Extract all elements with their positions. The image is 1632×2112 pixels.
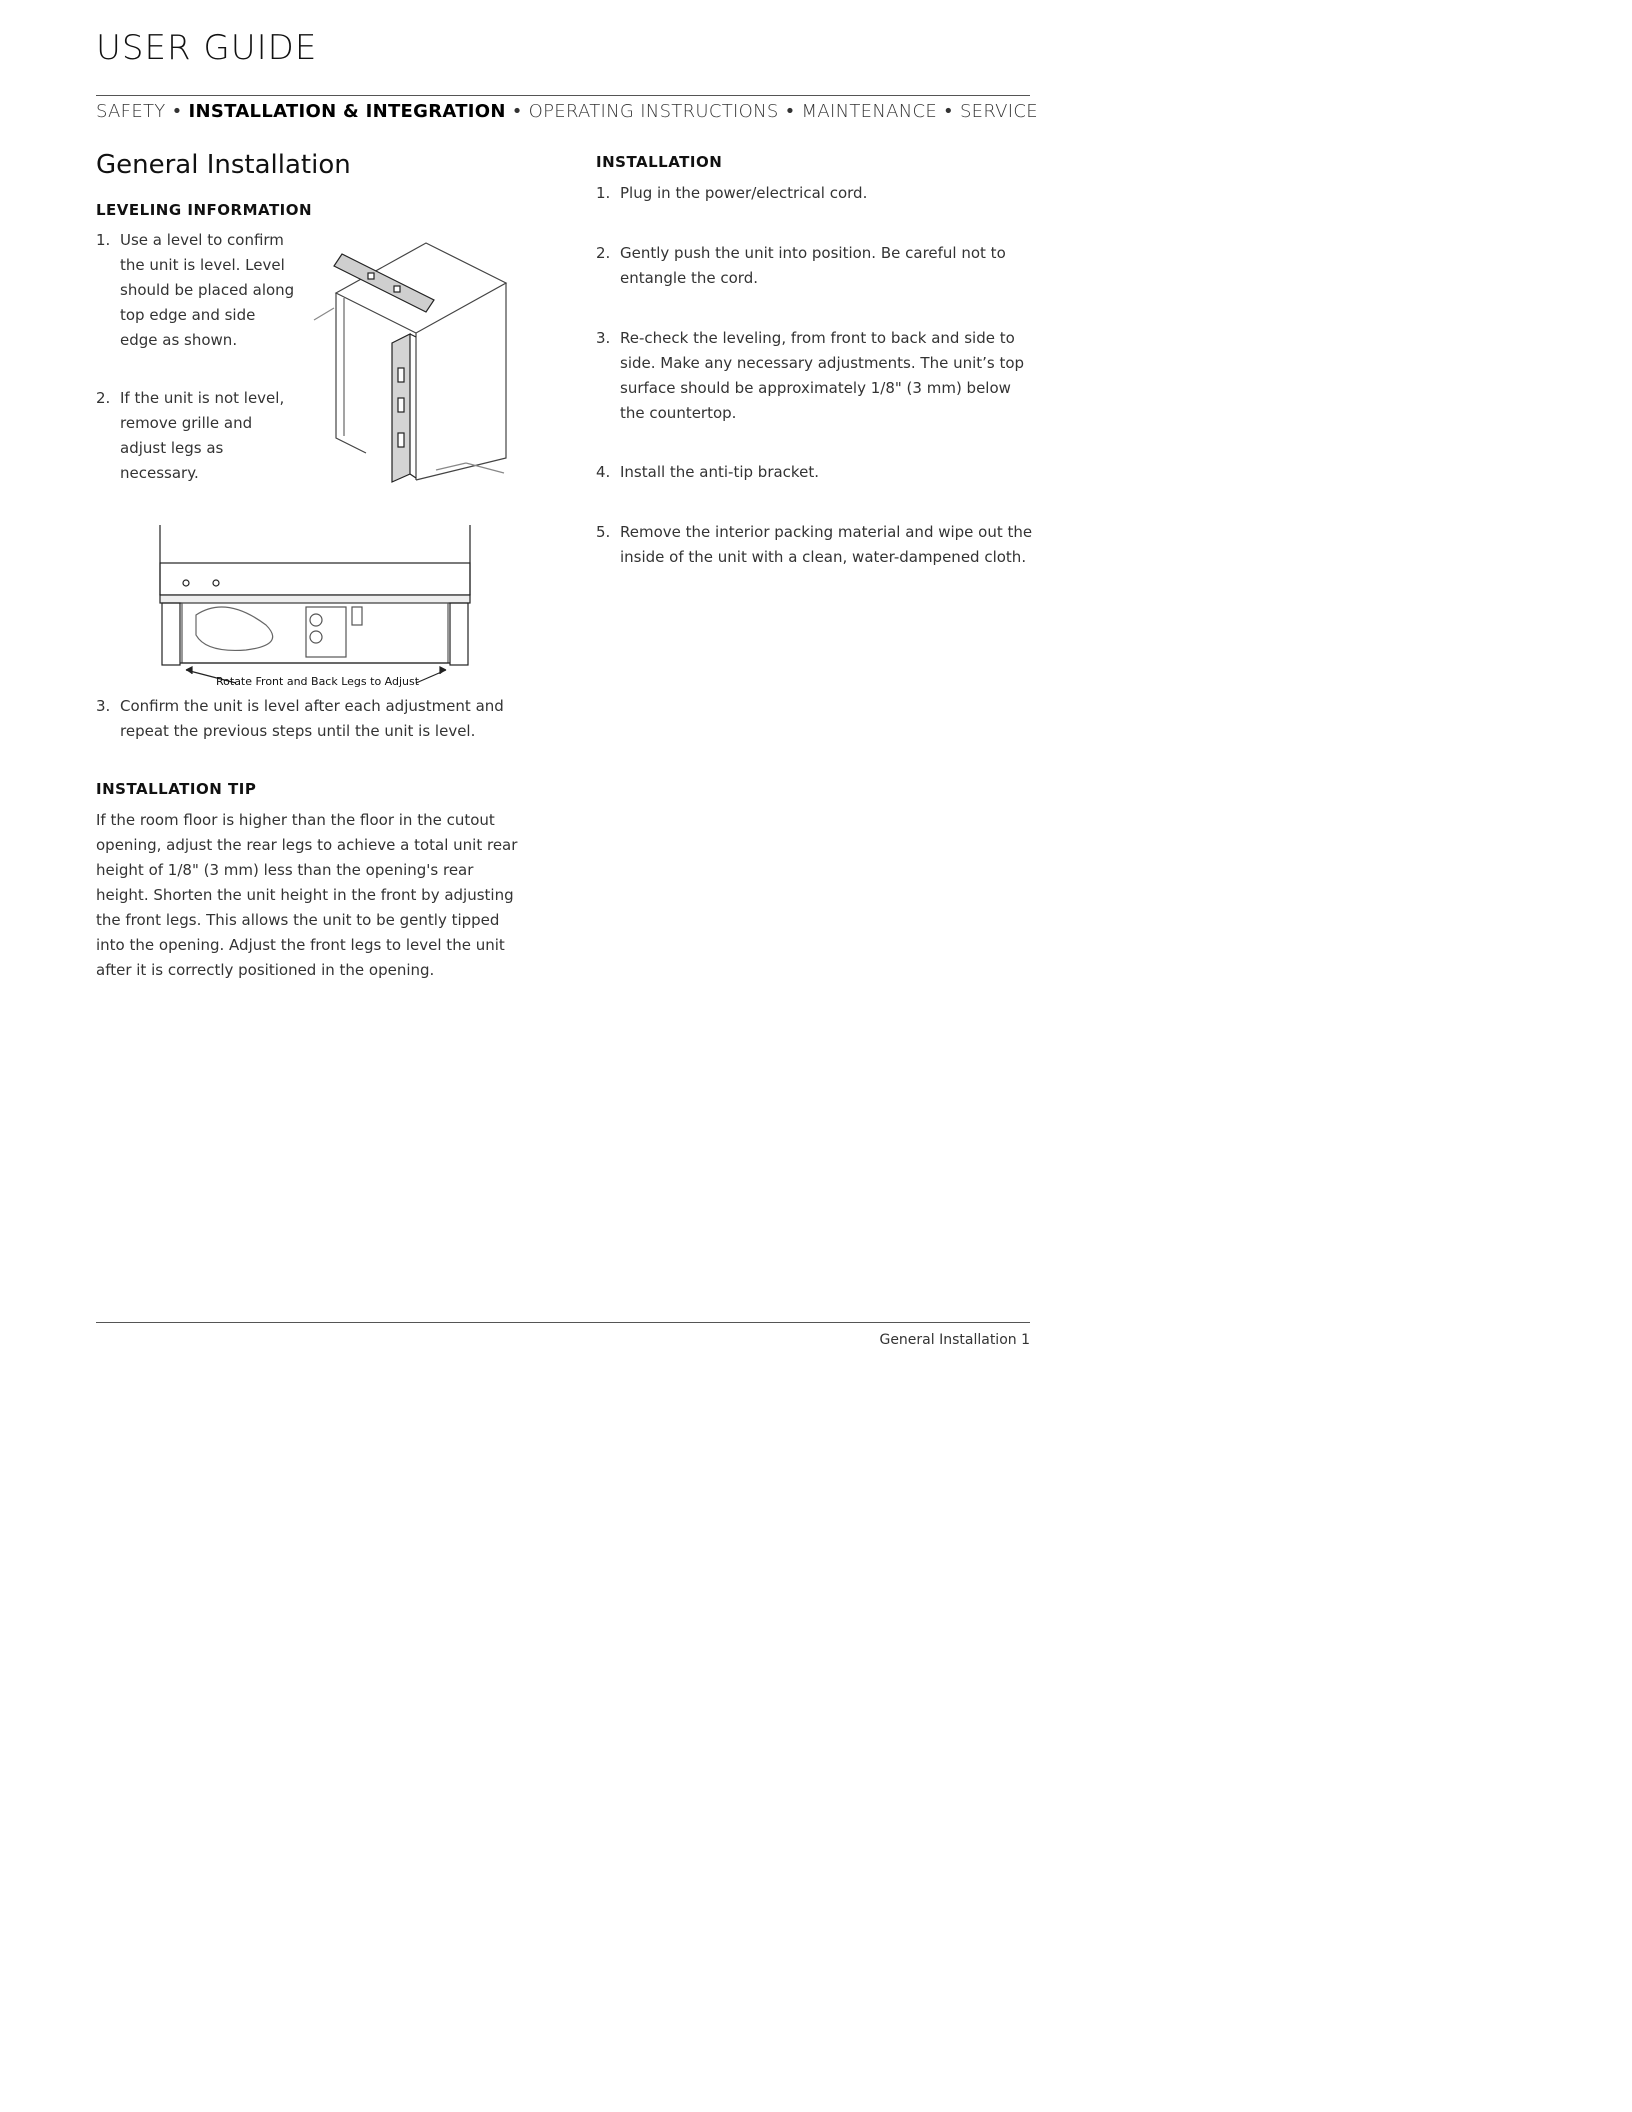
step-text: Plug in the power/electrical cord. [620, 184, 868, 202]
nav-item-installation-integration[interactable]: INSTALLATION & INTEGRATION [188, 101, 506, 122]
step-text: Re-check the leveling, from front to back and side to side. Make any necessary adjustments. The unit’s top surface should be approximately 1/8" (3 mm) below the countertop. [620, 329, 1025, 422]
installation-heading: INSTALLATION [596, 153, 723, 171]
leveling-diagram [306, 238, 516, 488]
leg-adjust-diagram [156, 525, 476, 685]
leveling-step-2 [96, 386, 296, 486]
step-text: Remove the interior packing material and wipe out the inside of the unit with a clean, water-dampened cloth. [620, 523, 1033, 566]
nav-separator: • [943, 101, 954, 122]
step-number: 2. [596, 244, 611, 262]
section-nav [96, 101, 1038, 122]
step-text: Gently push the unit into position. Be careful not to entangle the cord. [620, 244, 1006, 287]
nav-item-maintenance[interactable]: MAINTENANCE [801, 101, 938, 122]
nav-separator: • [511, 101, 523, 122]
nav-separator: • [784, 101, 796, 122]
installation-tip-text: If the room floor is higher than the floor in the cutout opening, adjust the rear legs to achieve a total unit rear height of 1/8" (3 mm) less than the opening's rear height. Shorten the unit height in the front by adjusting the front legs. This allows the unit to be gently tipped into the opening. Adjust the front legs to level the unit after it is correctly positioned in the opening. [96, 811, 518, 979]
step-number: 3. [96, 697, 111, 715]
step-number: 2. [96, 389, 111, 407]
step-text: If the unit is not level, remove grille and adjust legs as necessary. [120, 389, 285, 482]
figure-caption: Rotate Front and Back Legs to Adjust [216, 675, 420, 688]
nav-item-service[interactable]: SERVICE [959, 101, 1038, 122]
header-divider [96, 95, 1030, 96]
section-title: General Installation [96, 150, 351, 180]
installation-step-3 [596, 326, 1036, 426]
guide-title: USER GUIDE [96, 28, 318, 68]
footer-divider [96, 1322, 1030, 1323]
installation-step-1 [596, 181, 1036, 206]
step-number: 5. [596, 523, 611, 541]
installation-step-5 [596, 520, 1036, 570]
leveling-step-3 [96, 694, 526, 744]
installation-step-4 [596, 460, 1036, 485]
step-text: Install the anti-tip bracket. [620, 463, 819, 481]
step-number: 3. [596, 329, 611, 347]
leveling-step-1 [96, 228, 296, 353]
step-number: 1. [596, 184, 611, 202]
installation-tip-heading: INSTALLATION TIP [96, 780, 257, 798]
step-text: Confirm the unit is level after each adjustment and repeat the previous steps until the unit is level. [120, 697, 504, 740]
step-number: 1. [96, 231, 111, 249]
footer-page-label: General Installation 1 [879, 1332, 1030, 1348]
step-text: Use a level to confirm the unit is level. Level should be placed along top edge and side edge as shown. [120, 231, 295, 349]
leveling-heading: LEVELING INFORMATION [96, 201, 313, 219]
nav-item-operating-instructions[interactable]: OPERATING INSTRUCTIONS [528, 101, 779, 122]
nav-item-safety[interactable]: SAFETY [96, 101, 166, 122]
step-number: 4. [596, 463, 611, 481]
nav-separator: • [171, 101, 183, 122]
installation-step-2 [596, 241, 1036, 291]
